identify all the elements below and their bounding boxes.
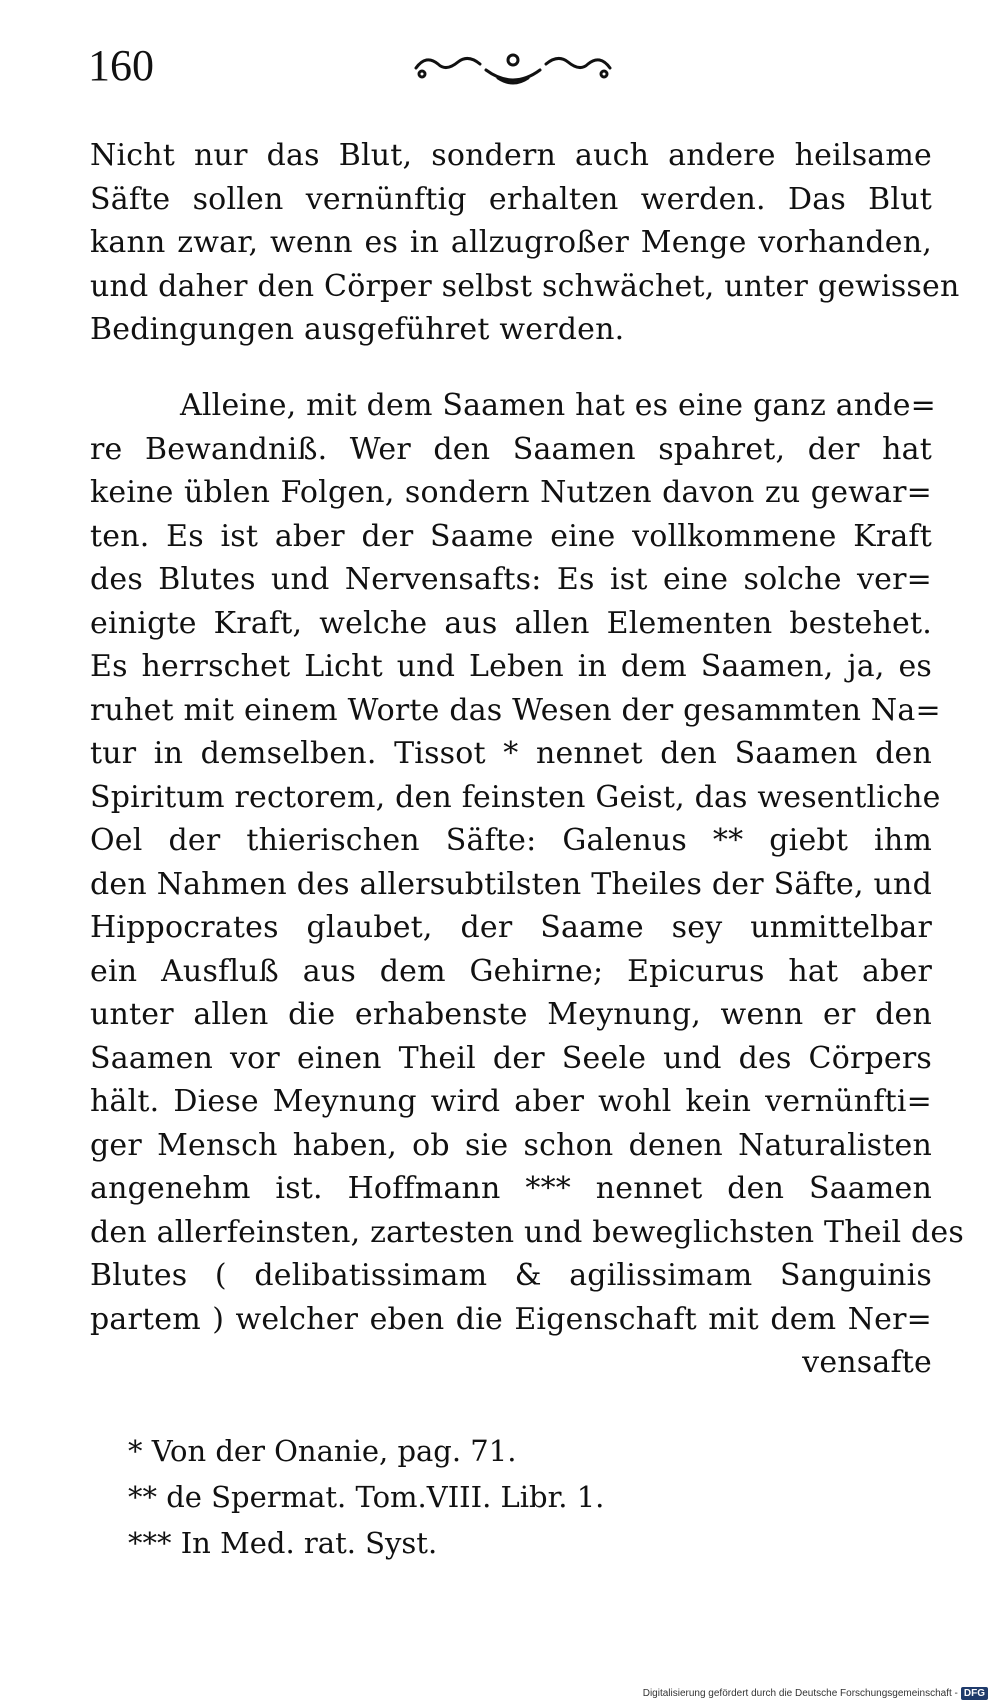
decorative-ornament [408, 44, 618, 92]
text-line: Säfte sollen vernünftig erhalten werden. Das Blut [90, 181, 932, 217]
text-line: den Nahmen des allersubtilsten Theiles der Säfte, und [90, 866, 932, 902]
footnotes [128, 1428, 828, 1566]
text-line: den allerfeinsten, zartesten und beweglichsten Theil des [90, 1214, 964, 1250]
paragraph-2 [90, 384, 964, 1385]
text-line: partem ) welcher eben die Eigenschaft mit dem Ner= [90, 1301, 932, 1337]
text-line: Alleine, mit dem Saamen hat es eine ganz ande= [180, 388, 937, 423]
text-line: kann zwar, wenn es in allzugroßer Menge vorhanden, [90, 225, 932, 260]
paragraph-1 [90, 134, 960, 352]
text-line: einigte Kraft, welche aus allen Elementen bestehet. [90, 605, 932, 641]
digitization-credit [643, 1687, 988, 1700]
footnote: ** de Spermat. Tom.VIII. Libr. 1. [128, 1480, 605, 1514]
text-line: ten. Es ist aber der Saame eine vollkommene Kraft [90, 518, 932, 554]
text-line: ein Ausfluß aus dem Gehirne; Epicurus hat aber [90, 953, 932, 989]
text-line: re Bewandniß. Wer den Saamen spahret, der hat [90, 431, 932, 467]
text-line: des Blutes und Nervensafts: Es ist eine solche ver= [90, 562, 932, 597]
text-line: Bedingungen ausgeführet werden. [90, 312, 625, 347]
footnote: * Von der Onanie, pag. 71. [128, 1434, 517, 1468]
text-line: Hippocrates glaubet, der Saame sey unmittelbar [90, 910, 932, 945]
catchword: vensafte [802, 1345, 932, 1380]
text-line: Blutes ( delibatissimam & agilissimam Sanguinis [90, 1258, 932, 1293]
text-line: Oel der thierischen Säfte: Galenus ** giebt ihm [90, 823, 932, 858]
text-line: Es herrschet Licht und Leben in dem Saamen, ja, es [90, 649, 932, 684]
text-line: und daher den Cörper selbst schwächet, unter gewissen [90, 268, 960, 304]
text-line: Nicht nur das Blut, sondern auch andere heilsame [90, 138, 932, 173]
credit-text: Digitalisierung gefördert durch die Deutsche Forschungsgemeinschaft - [642, 1688, 958, 1699]
text-line: Spiritum rectorem, den feinsten Geist, das wesentliche [90, 779, 941, 815]
text-line: Saamen vor einen Theil der Seele und des Cörpers [90, 1040, 932, 1076]
text-line: angenehm ist. Hoffmann *** nennet den Saamen [90, 1171, 932, 1206]
dfg-logo: DFG [961, 1687, 988, 1700]
text-line: ruhet mit einem Worte das Wesen der gesammten Na= [90, 692, 941, 728]
text-line: keine üblen Folgen, sondern Nutzen davon zu gewar= [90, 475, 932, 510]
text-line: tur in demselben. Tissot * nennet den Saamen den [90, 736, 932, 771]
page-number: 160 [88, 41, 154, 90]
text-line: ger Mensch haben, ob sie schon denen Naturalisten [90, 1127, 932, 1163]
footnote: *** In Med. rat. Syst. [128, 1526, 438, 1560]
text-line: unter allen die erhabenste Meynung, wenn er den [90, 997, 932, 1032]
text-line: hält. Diese Meynung wird aber wohl kein vernünfti= [90, 1084, 932, 1119]
